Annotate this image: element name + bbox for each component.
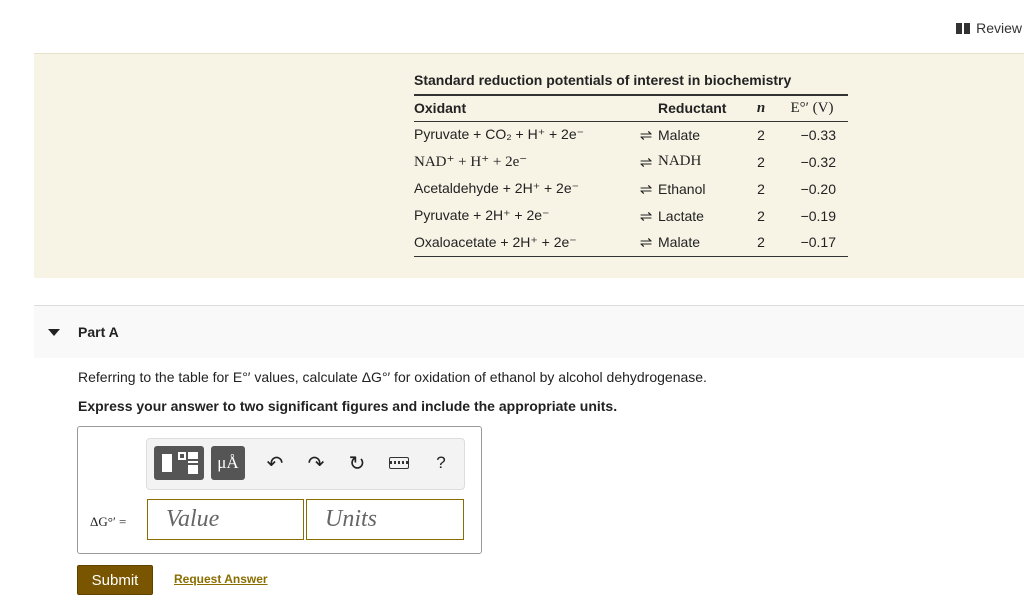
book-icon <box>956 23 970 34</box>
reductant-cell: Lactate <box>658 207 704 224</box>
reductant-cell: NADH <box>658 153 702 169</box>
col-arrow <box>634 95 658 121</box>
intro-section <box>34 53 1024 278</box>
col-reductant: Reductant <box>658 95 746 121</box>
question-text: Referring to the table for E°′ values, calculate ΔG°′ for oxidation of ethanol by alcohol dehydrogenase. <box>78 369 707 385</box>
keyboard-button[interactable] <box>385 446 413 480</box>
fraction-bar-icon <box>188 461 198 463</box>
equilibrium-arrow: ⇌ <box>639 234 653 252</box>
e-cell: −0.20 <box>800 180 836 197</box>
instruction-text: Express your answer to two significant figures and include the appropriate units. <box>78 398 618 414</box>
templates-button[interactable] <box>154 446 204 480</box>
table-row <box>414 121 848 148</box>
equilibrium-arrow: ⇌ <box>639 207 653 225</box>
collapse-triangle-icon <box>48 329 60 336</box>
oxidant-cell: Pyruvate + 2H⁺ + 2e⁻ <box>414 207 550 223</box>
reductant-cell: Malate <box>658 126 701 143</box>
review-label: Review <box>976 20 1022 36</box>
reduction-potentials-table <box>414 94 848 257</box>
n-cell: 2 <box>757 180 765 197</box>
help-button[interactable] <box>427 446 455 480</box>
oxidant-cell: Acetaldehyde + 2H⁺ + 2e⁻ <box>414 180 579 196</box>
template-box-icon <box>178 452 186 460</box>
units-input[interactable] <box>306 499 464 540</box>
part-a-toggle[interactable] <box>48 324 119 340</box>
equilibrium-arrow: ⇌ <box>639 153 653 171</box>
e-cell: −0.19 <box>800 207 836 224</box>
part-header-band <box>34 306 1024 358</box>
reduction-potentials-table-wrap <box>414 72 848 257</box>
redo-icon: ↷ <box>307 452 325 475</box>
part-title: Part A <box>78 324 119 340</box>
e-cell: −0.17 <box>800 234 836 251</box>
oxidant-cell: Pyruvate + CO₂ + H⁺ + 2e⁻ <box>414 126 585 143</box>
n-cell: 2 <box>757 153 765 170</box>
math-toolbar <box>146 438 465 490</box>
reductant-cell: Malate <box>658 234 701 251</box>
col-n: n <box>746 95 776 121</box>
reset-icon: ↻ <box>348 452 366 475</box>
answer-label: ΔG°′ = <box>90 514 127 529</box>
table-row <box>414 175 848 202</box>
table-header-row <box>414 95 848 121</box>
value-input[interactable] <box>147 499 304 540</box>
undo-button[interactable] <box>261 446 289 480</box>
reset-button[interactable] <box>343 446 371 480</box>
n-cell: 2 <box>757 126 765 143</box>
table-row <box>414 202 848 229</box>
undo-icon: ↶ <box>266 452 284 475</box>
redo-button[interactable] <box>302 446 330 480</box>
template-block-icon <box>162 454 172 472</box>
equilibrium-arrow: ⇌ <box>639 180 653 198</box>
keyboard-icon <box>389 457 409 469</box>
table-title: Standard reduction potentials of interest in biochemistry <box>414 72 792 88</box>
review-link[interactable] <box>956 20 1022 36</box>
col-e: E°′ (V) <box>776 95 848 121</box>
submit-button[interactable]: Submit <box>77 565 153 595</box>
fraction-bottom-icon <box>188 465 198 474</box>
col-oxidant: Oxidant <box>414 95 634 121</box>
request-answer-link[interactable]: Request Answer <box>174 572 268 586</box>
e-cell: −0.32 <box>800 153 836 170</box>
table-row <box>414 229 848 256</box>
equilibrium-arrow: ⇌ <box>639 126 653 144</box>
answer-box <box>77 426 482 554</box>
n-cell: 2 <box>757 207 765 224</box>
table-row <box>414 148 848 175</box>
help-icon: ? <box>436 453 446 472</box>
fraction-top-icon <box>188 452 198 459</box>
e-cell: −0.33 <box>800 126 836 143</box>
units-button[interactable]: μÅ <box>211 446 245 480</box>
oxidant-cell: NAD⁺ + H⁺ + 2e⁻ <box>414 154 528 170</box>
reductant-cell: Ethanol <box>658 180 706 197</box>
oxidant-cell: Oxaloacetate + 2H⁺ + 2e⁻ <box>414 233 577 250</box>
n-cell: 2 <box>757 234 765 251</box>
